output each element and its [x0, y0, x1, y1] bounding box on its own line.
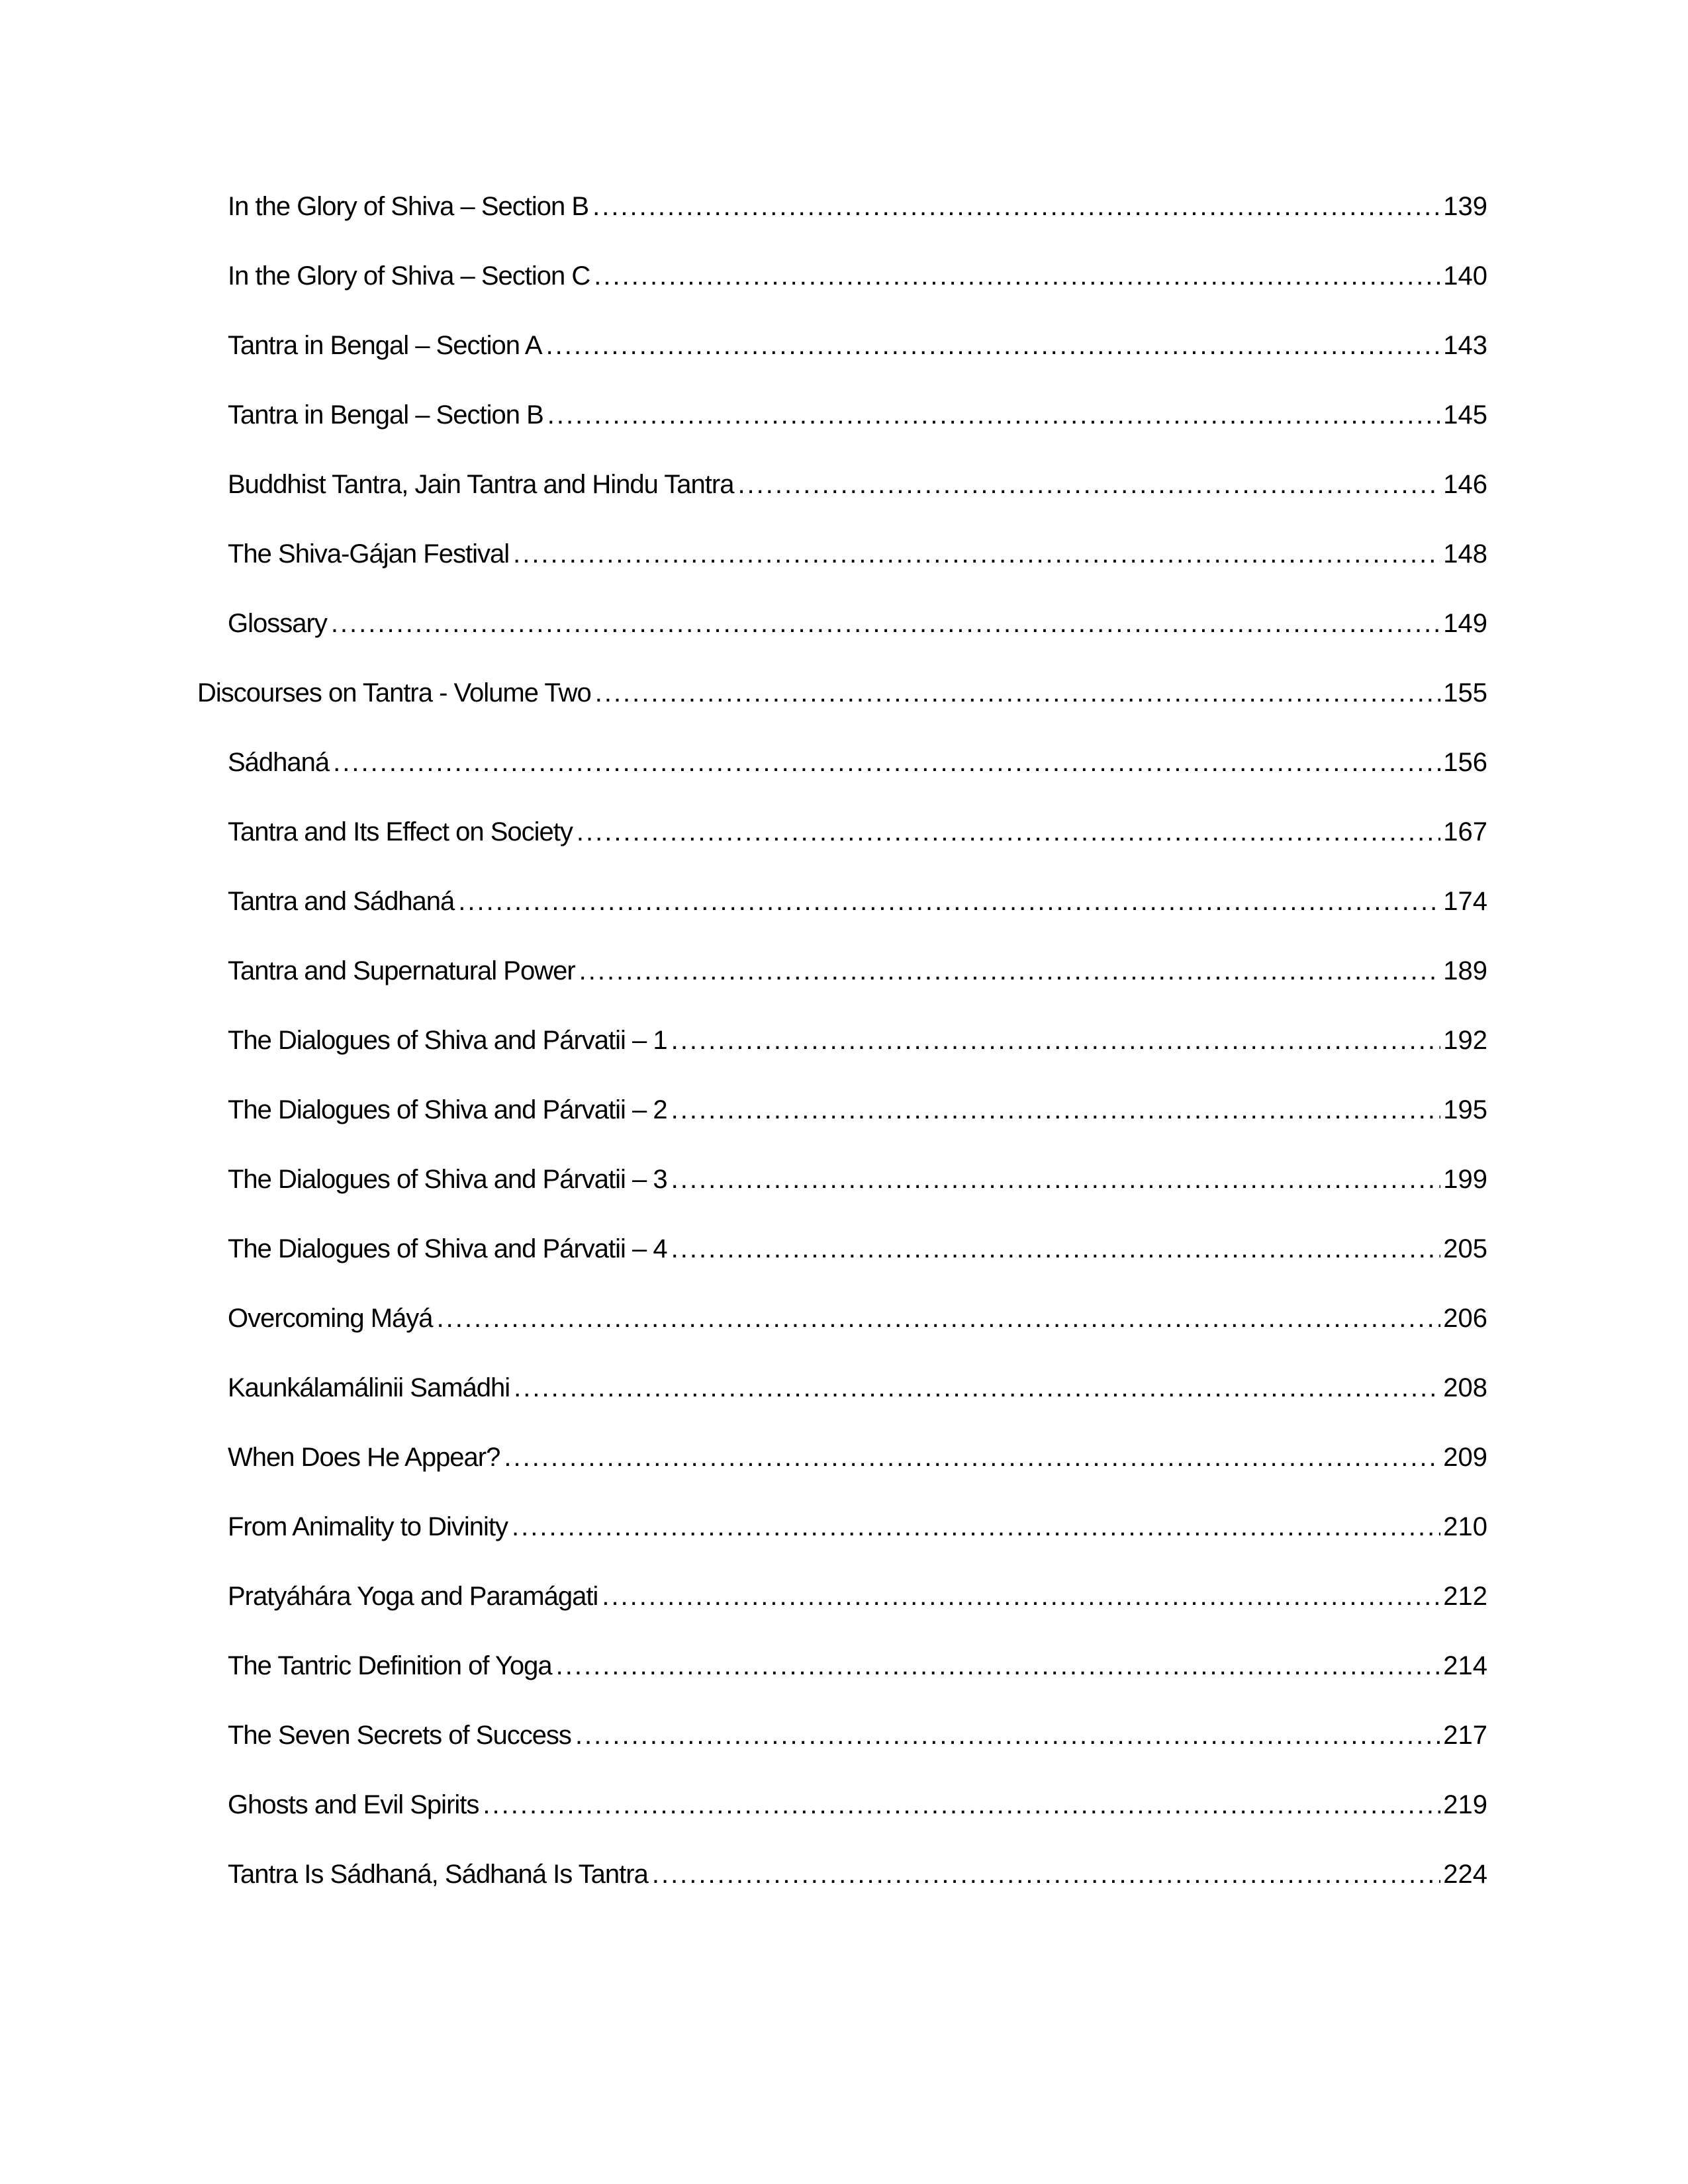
dot-leader	[671, 1165, 1441, 1195]
toc-entry[interactable]	[228, 1721, 1487, 1760]
toc-entry-title: Overcoming Máyá	[228, 1304, 433, 1333]
toc-entry[interactable]	[228, 956, 1487, 996]
dot-leader	[512, 1512, 1440, 1542]
toc-entry[interactable]	[228, 1373, 1487, 1413]
toc-entry[interactable]	[228, 1443, 1487, 1482]
dot-leader	[602, 1582, 1440, 1612]
dot-leader	[546, 331, 1441, 361]
toc-entry[interactable]	[228, 331, 1487, 371]
toc-entry-page: 208	[1443, 1373, 1487, 1402]
toc-entry[interactable]	[228, 1651, 1487, 1691]
toc-entry-page: 224	[1443, 1860, 1487, 1889]
toc-entry-page: 217	[1443, 1721, 1487, 1750]
toc-entry-page: 143	[1443, 331, 1487, 360]
toc-entry-title: The Dialogues of Shiva and Párvatii – 2	[228, 1095, 667, 1124]
dot-leader	[547, 400, 1440, 430]
toc-entry-title: Buddhist Tantra, Jain Tantra and Hindu Tantra	[228, 470, 734, 499]
toc-entry-page: 195	[1443, 1095, 1487, 1124]
toc-entry-page: 212	[1443, 1582, 1487, 1611]
toc-entry[interactable]	[228, 887, 1487, 927]
toc-entry-title: Tantra and Sádhaná	[228, 887, 455, 916]
toc-entry[interactable]	[228, 1165, 1487, 1205]
toc-entry-page: 199	[1443, 1165, 1487, 1194]
toc-entry-title: Glossary	[228, 609, 327, 638]
toc-entry[interactable]	[228, 192, 1487, 232]
dot-leader	[592, 192, 1440, 222]
toc-entry[interactable]	[228, 609, 1487, 649]
toc-entry-title: In the Glory of Shiva – Section C	[228, 261, 590, 291]
toc-entry-page: 149	[1443, 609, 1487, 638]
toc-entry[interactable]	[228, 817, 1487, 857]
dot-leader	[556, 1651, 1441, 1681]
toc-entry-title: The Dialogues of Shiva and Párvatii – 1	[228, 1026, 667, 1055]
toc-entry[interactable]	[228, 1512, 1487, 1552]
toc-entry-title: Sádhaná	[228, 748, 330, 777]
toc-entry-page: 139	[1443, 192, 1487, 221]
toc-entry-page: 206	[1443, 1304, 1487, 1333]
toc-entry-title: Tantra Is Sádhaná, Sádhaná Is Tantra	[228, 1860, 648, 1889]
toc-entry-page: 156	[1443, 748, 1487, 777]
toc-entry-page: 146	[1443, 470, 1487, 499]
dot-leader	[333, 748, 1440, 778]
toc-entry-page: 145	[1443, 400, 1487, 430]
toc-entry-title: Discourses on Tantra - Volume Two	[197, 678, 591, 707]
toc-entry-title: Ghosts and Evil Spirits	[228, 1790, 479, 1819]
toc-entry-title: The Dialogues of Shiva and Párvatii – 4	[228, 1234, 667, 1263]
toc-entry-page: 140	[1443, 261, 1487, 291]
toc-entry[interactable]	[228, 1582, 1487, 1621]
dot-leader	[514, 1373, 1440, 1403]
toc-entry-page: 189	[1443, 956, 1487, 985]
toc-entry-title: The Seven Secrets of Success	[228, 1721, 571, 1750]
dot-leader	[577, 817, 1440, 847]
toc-entry-page: 214	[1443, 1651, 1487, 1680]
dot-leader	[579, 956, 1441, 986]
dot-leader	[595, 678, 1441, 708]
toc-entry-page: 219	[1443, 1790, 1487, 1819]
toc-entry-title: In the Glory of Shiva – Section B	[228, 192, 589, 221]
toc-entry[interactable]	[228, 1860, 1487, 1899]
toc-entry[interactable]	[228, 748, 1487, 788]
dot-leader	[737, 470, 1440, 500]
dot-leader	[671, 1095, 1441, 1125]
toc-entry-page: 210	[1443, 1512, 1487, 1541]
toc-entry-page: 174	[1443, 887, 1487, 916]
dot-leader	[458, 887, 1440, 917]
toc-entry-title: Tantra in Bengal – Section A	[228, 331, 542, 360]
toc-entry[interactable]	[197, 678, 1487, 718]
dot-leader	[652, 1860, 1440, 1889]
toc-entry-title: Tantra and Supernatural Power	[228, 956, 575, 985]
toc-entry-title: Pratyáhára Yoga and Paramágati	[228, 1582, 598, 1611]
dot-leader	[483, 1790, 1440, 1820]
toc-entry[interactable]	[228, 1790, 1487, 1830]
dot-leader	[594, 261, 1440, 291]
toc-entry-title: Tantra in Bengal – Section B	[228, 400, 543, 430]
toc-entry[interactable]	[228, 1026, 1487, 1066]
dot-leader	[671, 1026, 1441, 1056]
dot-leader	[671, 1234, 1441, 1264]
toc-entry-title: From Animality to Divinity	[228, 1512, 508, 1541]
toc-entry-page: 192	[1443, 1026, 1487, 1055]
toc-entry[interactable]	[228, 1304, 1487, 1343]
toc-entry-title: Kaunkálamálinii Samádhi	[228, 1373, 510, 1402]
toc-entry-page: 155	[1443, 678, 1487, 707]
toc-entry-page: 167	[1443, 817, 1487, 846]
toc-entry[interactable]	[228, 470, 1487, 510]
toc-entry-title: When Does He Appear?	[228, 1443, 500, 1472]
toc-entry[interactable]	[228, 261, 1487, 301]
toc-entry-page: 148	[1443, 539, 1487, 569]
toc-entry-page: 209	[1443, 1443, 1487, 1472]
toc-entry-title: Tantra and Its Effect on Society	[228, 817, 573, 846]
dot-leader	[437, 1304, 1441, 1334]
toc-entry[interactable]	[228, 400, 1487, 440]
toc-entry[interactable]	[228, 1234, 1487, 1274]
toc-entry-page: 205	[1443, 1234, 1487, 1263]
toc-entry-title: The Tantric Definition of Yoga	[228, 1651, 552, 1680]
toc-entry-title: The Shiva-Gájan Festival	[228, 539, 510, 569]
dot-leader	[513, 539, 1440, 569]
dot-leader	[331, 609, 1440, 639]
dot-leader	[504, 1443, 1440, 1473]
dot-leader	[575, 1721, 1440, 1751]
toc-entry[interactable]	[228, 539, 1487, 579]
toc-entry[interactable]	[228, 1095, 1487, 1135]
toc-entry-title: The Dialogues of Shiva and Párvatii – 3	[228, 1165, 667, 1194]
